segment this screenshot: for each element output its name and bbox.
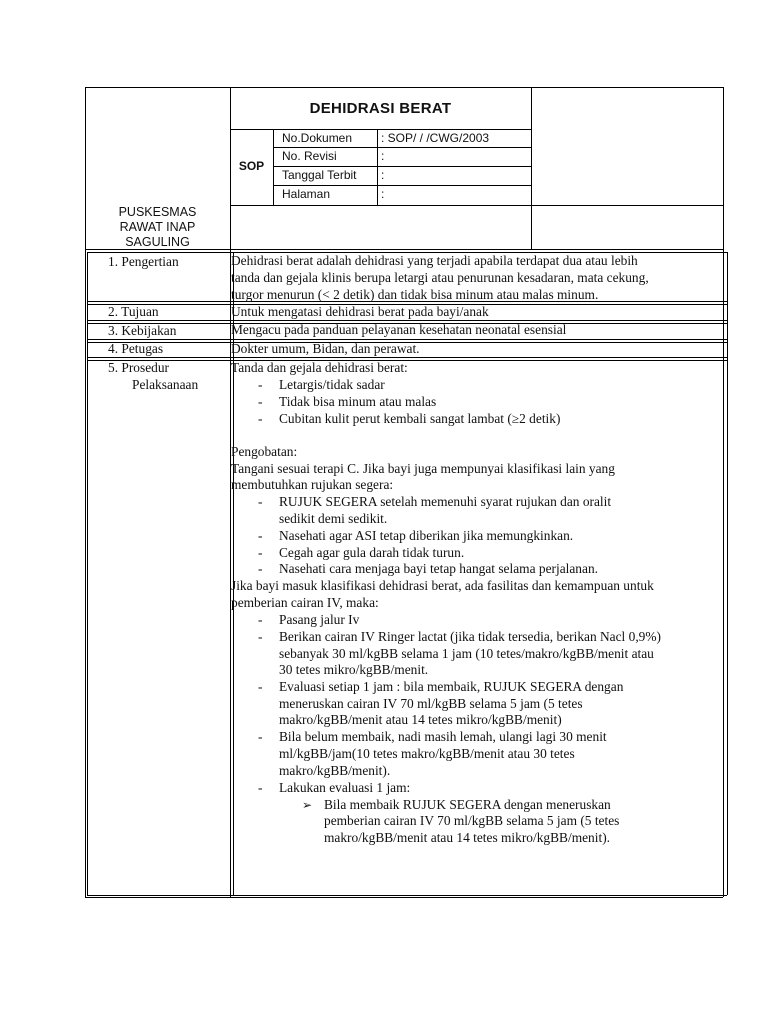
meta-label-no-revisi: No. Revisi — [282, 149, 337, 163]
list-item: Nasehati agar ASI tetap diberikan jika memungkinkan. — [279, 528, 574, 543]
list-item: Berikan cairan IV Ringer lactat (jika tidak tersedia, berikan Nacl 0,9%) — [279, 629, 661, 644]
dash-bullet: - — [258, 494, 263, 509]
document-title: DEHIDRASI BERAT — [309, 100, 452, 117]
sop-label: SOP — [238, 159, 265, 173]
dash-bullet: - — [258, 629, 263, 644]
list-item: Letargis/tidak sadar — [279, 377, 385, 392]
meta-value-no-revisi: : — [381, 149, 385, 163]
dash-bullet: - — [258, 612, 263, 627]
list-item-continuation: meneruskan cairan IV 70 ml/kgBB selama 5 jam (5 tetes — [279, 696, 583, 711]
dash-bullet: - — [258, 780, 263, 795]
kebijakan-text: Mengacu pada panduan pelayanan kesehatan neonatal esensial — [231, 322, 567, 337]
dash-bullet: - — [258, 528, 263, 543]
list-item-continuation: sebanyak 30 ml/kgBB selama 1 jam (10 tetes/makro/kgBB/menit atau — [279, 646, 654, 661]
meta-value-tanggal-terbit: : — [381, 168, 385, 182]
meta-value-no-dokumen: : SOP/ / /CWG/2003 — [381, 131, 490, 145]
dash-bullet: - — [258, 411, 263, 426]
list-item-continuation: sedikit demi sedikit. — [279, 511, 388, 526]
list-item: Pasang jalur Iv — [279, 612, 360, 627]
label-petugas: 4. Petugas — [108, 341, 164, 356]
institution-line: RAWAT INAP — [119, 220, 196, 234]
list-item: Cubitan kulit perut kembali sangat lambat (≥2 detik) — [279, 411, 561, 426]
list-item-continuation: 30 tetes mikro/kgBB/menit. — [279, 662, 429, 677]
label-pelaksanaan: Pelaksanaan — [132, 377, 199, 392]
text-line: Dehidrasi berat adalah dehidrasi yang terjadi apabila terdapat dua atau lebih — [231, 253, 638, 268]
label-kebijakan: 3. Kebijakan — [108, 323, 177, 338]
arrow-bullet-icon: ➢ — [302, 798, 313, 812]
tanda-heading: Tanda dan gejala dehidrasi berat: — [231, 360, 408, 375]
text-line: turgor menurun (< 2 detik) dan tidak bisa minum atau malas minum. — [231, 287, 599, 302]
tujuan-text: Untuk mengatasi dehidrasi berat pada bayi/anak — [231, 304, 489, 319]
institution-line: PUSKESMAS — [118, 205, 197, 219]
dash-bullet: - — [258, 377, 263, 392]
list-item: Bila belum membaik, nadi masih lemah, ulangi lagi 30 menit — [279, 729, 607, 744]
dash-bullet: - — [258, 679, 263, 694]
pengobatan-heading: Pengobatan: — [231, 444, 298, 459]
text-line: Tangani sesuai terapi C. Jika bayi juga mempunyai klasifikasi lain yang — [231, 461, 615, 476]
list-item: Lakukan evaluasi 1 jam: — [279, 780, 411, 795]
dash-bullet: - — [258, 561, 263, 576]
list-item-continuation: makro/kgBB/menit). — [279, 763, 391, 778]
text-line: pemberian cairan IV, maka: — [231, 595, 379, 610]
institution-line: SAGULING — [125, 235, 190, 249]
meta-label-tanggal-terbit: Tanggal Terbit — [282, 168, 357, 182]
text-line: Jika bayi masuk klasifikasi dehidrasi berat, ada fasilitas dan kemampuan untuk — [231, 578, 654, 593]
meta-label-halaman: Halaman — [282, 187, 331, 201]
list-item: Nasehati cara menjaga bayi tetap hangat selama perjalanan. — [279, 561, 598, 576]
dash-bullet: - — [258, 394, 263, 409]
list-item: Tidak bisa minum atau malas — [279, 394, 437, 409]
list-item: Evaluasi setiap 1 jam : bila membaik, RUJUK SEGERA dengan — [279, 679, 624, 694]
meta-value-halaman: : — [381, 187, 385, 201]
petugas-text: Dokter umum, Bidan, dan perawat. — [231, 341, 420, 356]
list-item: Cegah agar gula darah tidak turun. — [279, 545, 465, 560]
label-tujuan: 2. Tujuan — [108, 304, 159, 319]
dash-bullet: - — [258, 545, 263, 560]
label-prosedur: 5. Prosedur — [108, 360, 169, 375]
list-item-continuation: ml/kgBB/jam(10 tetes makro/kgBB/menit atau 30 tetes — [279, 746, 575, 761]
meta-label-no-dokumen: No.Dokumen — [282, 131, 353, 145]
institution-name — [85, 205, 230, 250]
sub-list-item-continuation: pemberian cairan IV 70 ml/kgBB selama 5 jam (5 tetes — [324, 813, 620, 828]
sub-list-item-continuation: makro/kgBB/menit atau 14 tetes mikro/kgBB/menit). — [324, 830, 611, 845]
list-item: RUJUK SEGERA setelah memenuhi syarat rujukan dan oralit — [279, 494, 612, 509]
dash-bullet: - — [258, 729, 263, 744]
text-line: tanda dan gejala klinis berupa letargi atau penurunan kesadaran, mata cekung, — [231, 270, 649, 285]
sub-list-item: Bila membaik RUJUK SEGERA dengan meneruskan — [324, 797, 611, 812]
list-item-continuation: makro/kgBB/menit atau 14 tetes mikro/kgBB/menit) — [279, 712, 562, 727]
text-line: membutuhkan rujukan segera: — [231, 477, 394, 492]
label-pengertian: 1. Pengertian — [108, 254, 179, 269]
